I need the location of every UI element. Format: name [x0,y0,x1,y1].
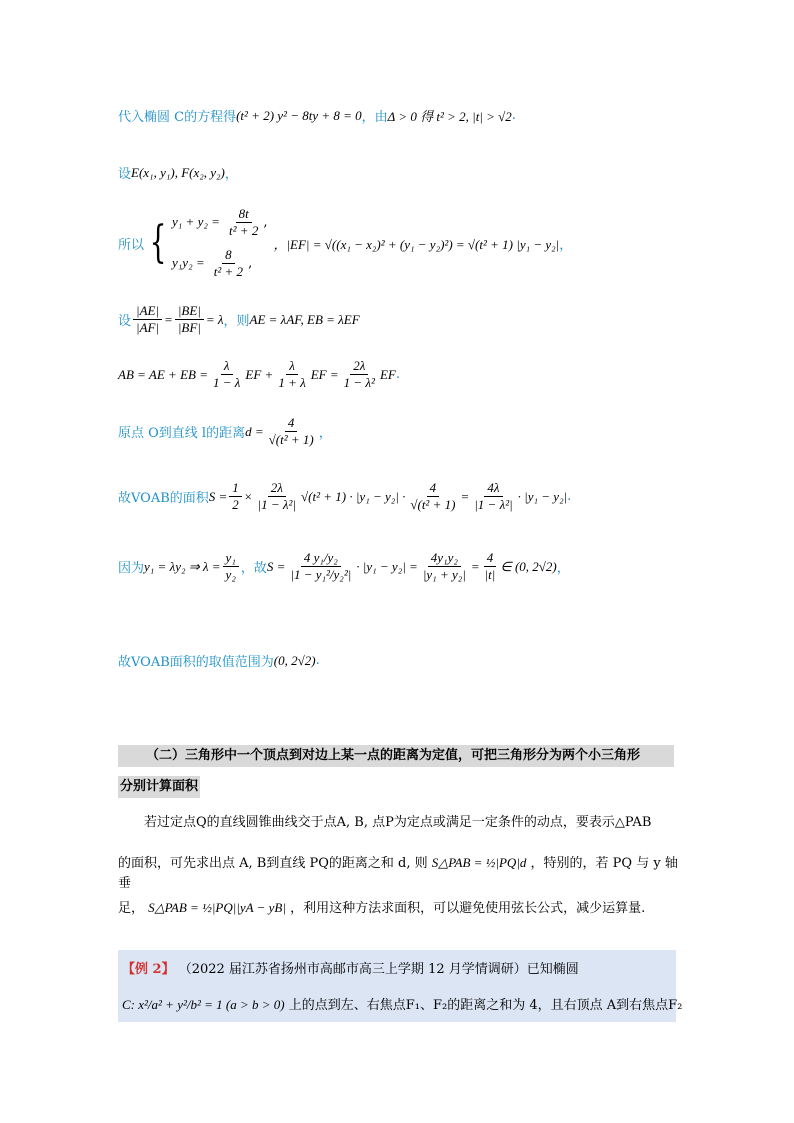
section-heading-cont [118,776,200,798]
example-source: （2022 届江苏省扬州市高邮市高三上学期 12 月学情调研）已知椭圆 [178,962,579,977]
ellipse-equation: C: x²/a² + y²/b² = 1 (a > b > 0) [122,997,285,1012]
fraction [255,480,299,513]
numerator: λ [221,358,233,375]
denominator: t² + 2 [213,264,244,279]
denominator: |1 − λ²| [257,497,297,512]
numerator: 4y₁y₂ [428,550,461,567]
denominator: |BF| [177,320,201,335]
fraction [175,303,204,336]
product-lhs: y₁y₂ = [172,255,205,270]
area-middle: · |y₁ − y₂| = [356,558,418,574]
sum-lhs: y₁ + y₂ = [172,214,220,229]
numerator: 8t [236,206,252,223]
solution-line-vieta [118,206,572,280]
solution-line-area: 故VOAB的面积 S = $\frac{1}{2}$ × $\frac{2\lambda}{\text{|1 − λ²|}}$ √(t² + 1) · |y₁ − y₂| · $\frac{4}{\text{√(t² + 1)}}$ = $\frac{4\lambda}{\text{|1 − λ²|}}$ · |y₁ − y₂| . [118,480,572,512]
fraction [210,358,243,391]
inequality: Δ > 0 得 t² > 2, |t| > √2 [387,109,512,124]
text: ，则 [223,314,250,329]
section-heading [118,745,674,767]
numerator: 1 [229,480,242,497]
text: . [511,108,516,123]
area-lhs: S = [266,558,286,574]
solution-line-set-points [118,163,238,182]
example-line1 [122,958,579,977]
example-box [118,950,683,1022]
fraction [341,358,378,391]
points: E(x₁, y₁), F(x₂, y₂) [131,164,225,180]
vector-ef: EF [379,366,396,382]
section-heading-line1: （二）三角形中一个顶点到对边上某一点的距离为定值，可把三角形分为两个小三角形 [146,748,641,763]
method-paragraph-line2 [118,853,678,894]
example-text: 上的点到左、右焦点F₁、F₂的距离之和为 4，且右顶点 A到右焦点F₂ [288,998,683,1013]
denominator: t² + 2 [229,223,259,238]
lambda-relation: y₁ = λy₂ ⇒ λ = [144,558,221,574]
denominator: |y₁ + y₂| [422,567,466,582]
fraction [266,415,317,448]
numerator: 8 [222,247,235,264]
numerator: y₁ [223,550,239,567]
paragraph-text: ，特别的，若 PQ 与 y 轴垂 [118,856,678,891]
numerator: |BE| [175,303,204,320]
fraction [407,480,458,513]
fraction [471,480,515,513]
numerator: 4 [427,480,440,497]
area-tail: · |y₁ − y₂| [517,488,568,504]
solution-line-conclusion: 故VOAB面积的取值范围为 (0, 2√2) . [118,652,320,670]
method-paragraph-line3 [118,898,678,919]
solution-line-ratio: 设 $\frac{|AE|}{|AF|}$ = $\frac{|BE|}{|BF|}$ = λ ，则 AE = λAF, EB = λEF [118,303,360,335]
distance-lhs: d = [245,423,264,439]
brace: { [149,217,167,268]
fraction [482,550,499,583]
numerator: 2λ [350,358,368,375]
equation: (t² + 2) y² − 8ty + 8 = 0 [236,107,362,123]
numerator: 4 [484,550,497,567]
denominator: y₂ [225,567,236,582]
denominator: 1 − λ² [343,375,375,390]
method-paragraph-line1 [118,813,678,833]
lambda: = λ [205,311,224,327]
example-line2 [122,994,682,1013]
area-formula: S△PAB = ½|PQ||yA − yB| [148,900,286,915]
area-range: ∈ (0, 2√2) [500,558,557,574]
paragraph-text: 足， [118,901,145,916]
solution-line-lambda: 因为 y₁ = λy₂ ⇒ λ = $\frac{\text{y₁}}{\text{y₂}}$ ，故 S = $\frac{\text{4 y₁/y₂}}{\text{|1 − y₁²/y₂²|}}$ · |y₁ − y₂| = $\frac{\text{4y₁y₂}}{\text{|y₁ + y₂|}}$ = $\frac{4}{|t|}$ ∈ (0, 2√2) ， [118,550,570,582]
area-formula: S△PAB = ½|PQ|d [431,855,527,870]
numerator: 4λ [484,480,502,497]
vector-ef: EF [310,366,327,382]
denominator: √(t² + 1) [410,497,456,512]
denominator: 1 − λ [212,375,241,390]
paragraph-text: 的面积，可先求出点 A, B到直线 PQ的距离之和 d, 则 [118,856,428,871]
solution-line-vector-sum: AB = AE + EB = $\frac{\lambda}{1 - \lambda}$ EF + $\frac{\lambda}{1 + \lambda}$ EF = $\frac{2\lambda}{\text{1 − λ²}}$ EF . [118,358,400,390]
text: ，故 [240,561,267,576]
vector-sum: AB = AE + EB = [118,366,208,382]
vector-ef: EF [245,366,262,382]
denominator: |1 − y₁²/y₂²| [290,567,352,582]
denominator: |1 − λ²| [474,497,513,512]
text: 故VOAB面积的取值范围为 [118,655,274,670]
denominator: 1 + λ [278,375,306,390]
text: ，由 [361,110,388,125]
text: ， [224,167,238,182]
numerator: 2λ [268,480,286,497]
numerator: 4 y₁/y₂ [301,550,341,567]
section-heading-line2: 分别计算面积 [120,779,199,794]
text: 故VOAB的面积 [118,491,209,506]
example-tag: 【例 2】 [122,962,175,977]
denominator: 2 [232,497,239,512]
fraction [223,550,239,583]
text: 所以 [118,237,145,253]
fraction [275,358,308,391]
text: ， [559,237,573,253]
numerator: |AE| [133,303,162,320]
equation-system: y₁ + y₂ = $\frac{8t}{\text{t² + 2}}$ , y₁y₂ = $\frac{8}{\text{t² + 2}}$ , [172,206,268,279]
fraction [420,550,469,583]
numerator: λ [286,358,298,375]
solution-line-distance: 原点 O到直线 l的距离 d = $\frac{4}{\text{√(t² + 1)}}$ ， [118,415,332,447]
text: 设 [118,167,132,182]
paragraph-text: ，利用这种方法求面积，可以避免使用弦长公式，减少运算量. [290,901,646,916]
fraction [226,206,261,239]
fraction [229,480,242,513]
area-middle: √(t² + 1) · |y₁ − y₂| · [301,488,406,504]
fraction [133,303,162,336]
chord-length: ，|EF| = √((x₁ − x₂)² + (y₁ − y₂)²) = √(t² + 1) |y₁ − y₂| [273,236,560,252]
paragraph-text: 若过定点Q的直线圆锥曲线交于点A, B, 点P为定点或满足一定条件的动点，要表示△PAB [144,815,652,830]
fraction [287,550,354,583]
text: 原点 O到直线 l的距离 [118,426,246,441]
solution-line-substitute [118,106,516,125]
vector-relation: AE = λAF, EB = λEF [249,311,360,327]
text: 因为 [118,561,145,576]
area-lhs: S = [208,488,228,504]
fraction [211,247,246,280]
numerator: 4 [285,415,298,432]
text: 设 [118,314,132,329]
denominator: |AF| [136,320,160,335]
text: 代入椭圆 C的方程得 [118,110,237,125]
range: (0, 2√2) [273,652,316,668]
denominator: √(t² + 1) [268,432,314,447]
denominator: |t| [484,567,496,582]
